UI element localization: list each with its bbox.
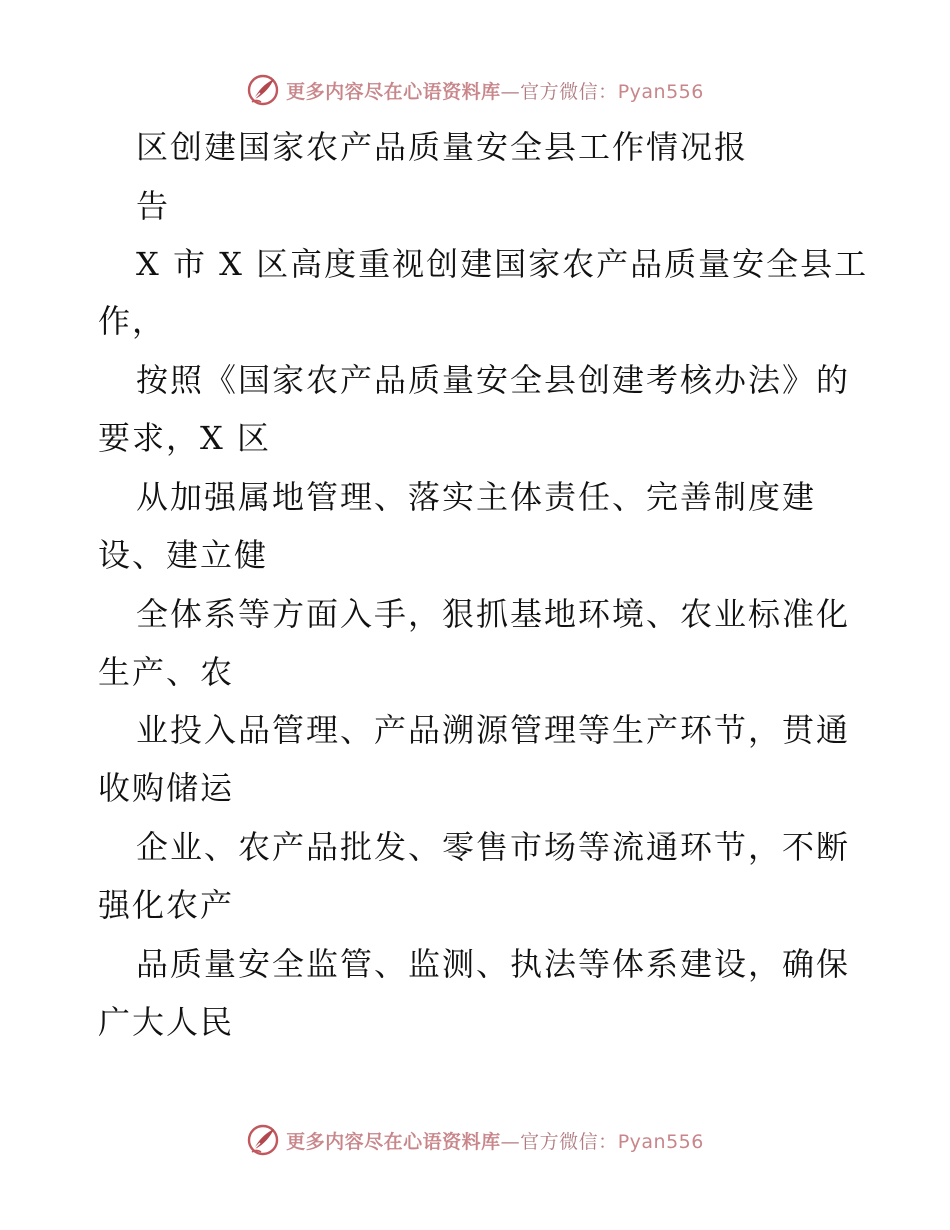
- watermark-account: Pyan556: [617, 80, 704, 103]
- title-line: 区创建国家农产品质量安全县工作情况报: [136, 128, 749, 166]
- title-line: 告: [136, 187, 171, 225]
- watermark-prefix: 更多内容尽在心语资料库: [286, 80, 501, 103]
- paragraph-line: 收购储运: [98, 769, 235, 807]
- watermark-text: [286, 77, 704, 104]
- watermark-account: Pyan556: [617, 1130, 704, 1153]
- paragraph-line: 按照《国家农产品质量安全县创建考核办法》的: [136, 361, 851, 399]
- paragraph-line: 企业、农产品批发、零售市场等流通环节，不断: [136, 828, 851, 866]
- watermark-text: [286, 1127, 704, 1154]
- watermark-dash: —: [500, 1130, 521, 1153]
- paragraph-line: 从加强属地管理、落实主体责任、完善制度建: [136, 478, 817, 516]
- paragraph-line: 生产、农: [98, 653, 235, 691]
- paragraph-line: 作，: [98, 302, 167, 340]
- paragraph-line: 业投入品管理、产品溯源管理等生产环节，贯通: [136, 711, 851, 749]
- paragraph-line: 品质量安全监管、监测、执法等体系建设，确保: [136, 945, 851, 983]
- watermark-dash: —: [500, 80, 521, 103]
- header-watermark: [0, 70, 950, 110]
- watermark-label: 官方微信：: [520, 80, 618, 103]
- footer-watermark: [0, 1120, 950, 1160]
- watermark-prefix: 更多内容尽在心语资料库: [286, 1130, 501, 1153]
- watermark-label: 官方微信：: [520, 1130, 618, 1153]
- paragraph-line: 全体系等方面入手，狠抓基地环境、农业标准化: [136, 595, 851, 633]
- paragraph-line: 强化农产: [98, 886, 235, 924]
- paragraph-line: 要求，X 区: [98, 419, 271, 457]
- paragraph-line: 广大人民: [98, 1003, 235, 1041]
- quill-pen-logo-icon: [246, 73, 280, 107]
- paragraph-line: X 市 X 区高度重视创建国家农产品质量安全县工: [136, 245, 869, 283]
- quill-pen-logo-icon: [246, 1123, 280, 1157]
- paragraph-line: 设、建立健: [98, 536, 269, 574]
